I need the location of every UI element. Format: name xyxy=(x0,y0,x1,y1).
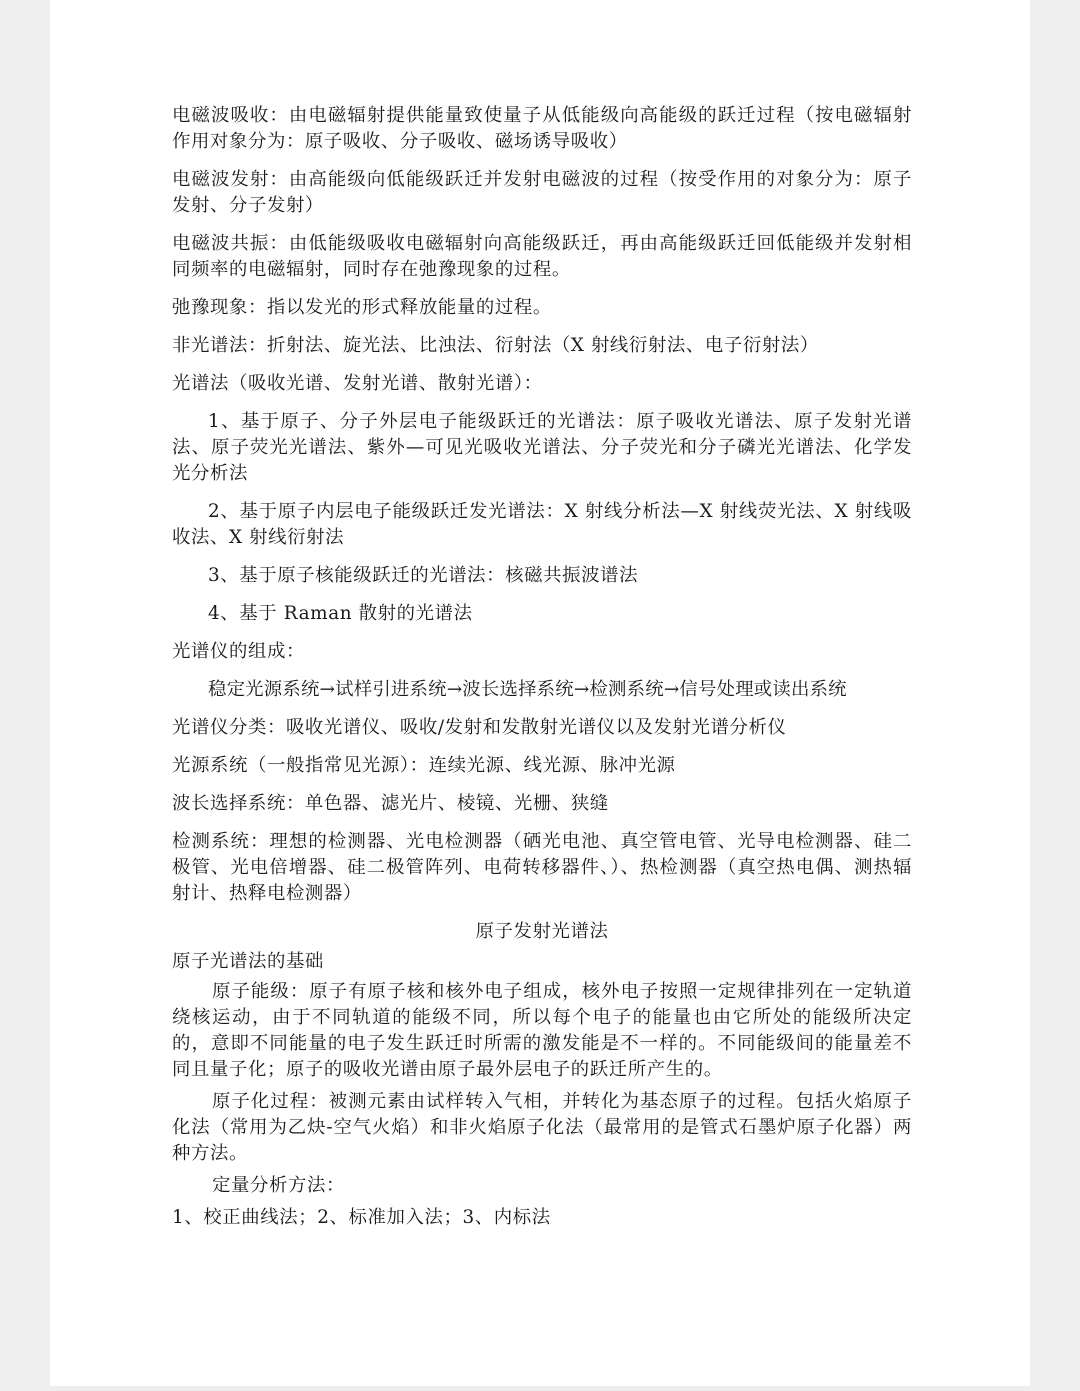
paragraph-atomization-process: 原子化过程：被测元素由试样转入气相，并转化为基态原子的过程。包括火焰原子化法（常用为乙炔-空气火焰）和非火焰原子化法（最常用的是管式石墨炉原子化器）两种方法。 xyxy=(172,1091,912,1164)
paragraph-non-spectral-methods: 非光谱法：折射法、旋光法、比浊法、衍射法（X 射线衍射法、电子衍射法） xyxy=(172,335,819,356)
spectrometer-composition-title: 光谱仪的组成： xyxy=(172,641,305,662)
paragraph-em-resonance: 电磁波共振：由低能级吸收电磁辐射向高能级跃迁，再由高能级跃迁回低能级并发射相同频率的电磁辐射，同时存在弛豫现象的过程。 xyxy=(172,233,912,280)
paragraph-light-source-system: 光源系统（一般指常见光源）：连续光源、线光源、脉冲光源 xyxy=(172,755,676,776)
paragraph-em-absorption: 电磁波吸收：由电磁辐射提供能量致使量子从低能级向高能级的跃迁过程（按电磁辐射作用对象分为：原子吸收、分子吸收、磁场诱导吸收） xyxy=(172,105,912,152)
spectral-method-item: 4、基于 Raman 散射的光谱法 xyxy=(208,603,473,624)
paragraph-relaxation: 弛豫现象：指以发光的形式释放能量的过程。 xyxy=(172,297,552,318)
spectral-method-item: 1、基于原子、分子外层电子能级跃迁的光谱法：原子吸收光谱法、原子发射光谱法、原子荧光光谱法、紫外—可见光吸收光谱法、分子荧光和分子磷光光谱法、化学发光分析法 xyxy=(172,411,912,484)
paragraph-quantitative-methods-title: 定量分析方法： xyxy=(212,1175,345,1196)
document-page xyxy=(50,0,1030,1386)
paragraph-quantitative-methods-list: 1、校正曲线法；2、标准加入法；3、内标法 xyxy=(172,1207,551,1228)
paragraph-detection-system: 检测系统：理想的检测器、光电检测器（硒光电池、真空管电管、光导电检测器、硅二极管、光电倍增器、硅二极管阵列、电荷转移器件、）、热检测器（真空热电偶、测热辐射计、热释电检测器） xyxy=(172,831,912,904)
subsection-heading: 原子光谱法的基础 xyxy=(172,951,324,972)
paragraph-em-emission: 电磁波发射：由高能级向低能级跃迁并发射电磁波的过程（按受作用的对象分为：原子发射、分子发射） xyxy=(172,169,912,216)
paragraph-spectrometer-classification: 光谱仪分类：吸收光谱仪、吸收/发射和发散射光谱仪以及发射光谱分析仪 xyxy=(172,717,787,738)
paragraph-spectral-methods-title: 光谱法（吸收光谱、发射光谱、散射光谱）： xyxy=(172,373,543,394)
paragraph-atomic-energy-level: 原子能级：原子有原子核和核外电子组成，核外电子按照一定规律排列在一定轨道绕核运动，由于不同轨道的能级不同，所以每个电子的能量也由它所处的能级所决定的，意即不同能量的电子发生跃迁时所需的激发能是不一样的。不同能级间的能量差不同且量子化；原子的吸收光谱由原子最外层电子的跃迁所产生的。 xyxy=(172,981,912,1080)
spectrometer-composition-chain: 稳定光源系统→试样引进系统→波长选择系统→检测系统→信号处理或读出系统 xyxy=(208,679,847,700)
spectral-method-item: 3、基于原子核能级跃迁的光谱法：核磁共振波谱法 xyxy=(208,565,639,586)
paragraph-wavelength-selection: 波长选择系统：单色器、滤光片、棱镜、光栅、狭缝 xyxy=(172,793,609,814)
spectral-method-item: 2、基于原子内层电子能级跃迁发光谱法：X 射线分析法—X 射线荧光法、X 射线吸收法、X 射线衍射法 xyxy=(172,501,912,548)
section-heading: 原子发射光谱法 xyxy=(475,921,609,942)
document-content xyxy=(172,103,912,1243)
